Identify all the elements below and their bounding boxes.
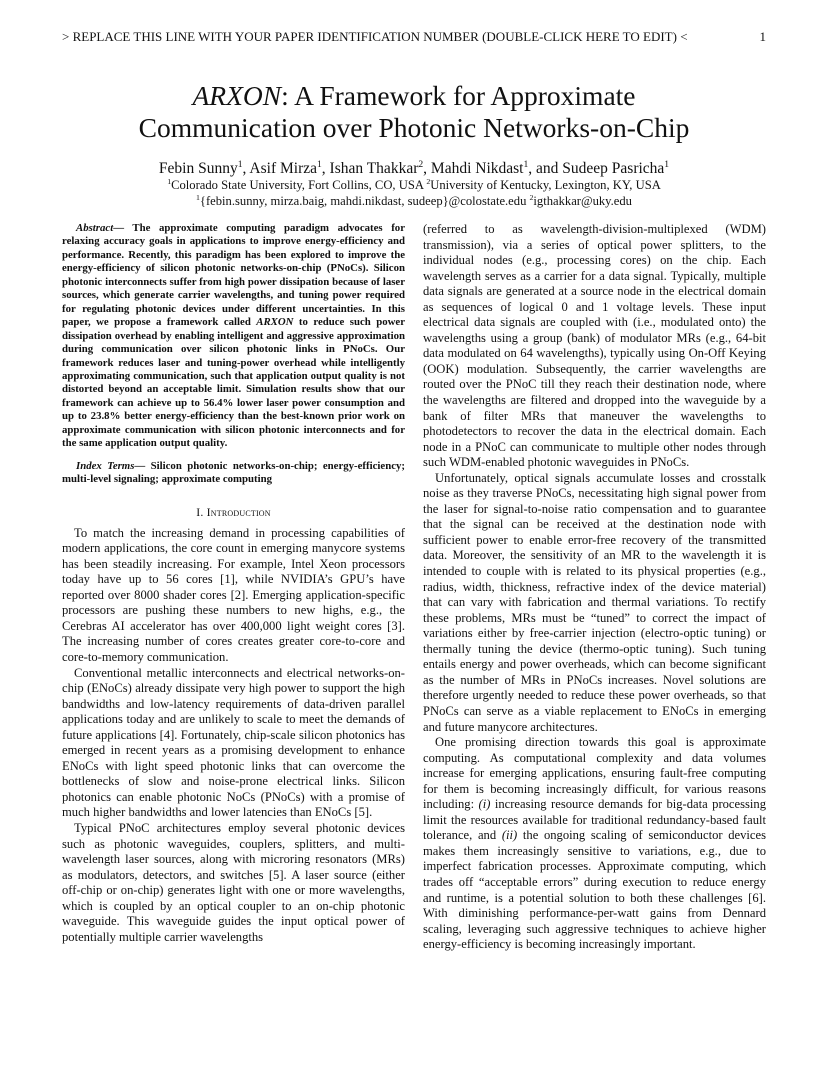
title-line1-rest: : A Framework for Approximate [281, 80, 636, 111]
author-separator: , [242, 160, 250, 177]
body-paragraph: Unfortunately, optical signals accumulate losses and crosstalk noise as they traverse PNoCs, necessitating high signal power from the laser for signal-to-noise ratio compensation and to guarantee that the signal can be received at the destination node with sufficient power to enable error-free recovery of the transmitted data. Moreover, the sensitivity of an MR to the wavelength it is intended to couple with is related to its physical properties (e.g., radius, width, thickness, refractive index of the device material) that can vary with fabrication and thermal variations. To rectify these problems, MRs must be “tuned” to correct the impact of variations either by free-carrier injection (electro-optic tuning) or thermally tuning the device (thermo-optic tuning). Such tuning entails energy and power overheads, which can become significant as the number of MRs in PNoCs increases. Novel solutions are therefore urgently needed to reduce these power overheads, so that PNoCs can serve as a viable replacement to ENoCs in emerging and future manycore architectures. [423, 470, 766, 734]
author-affiliation-mark: 1 [317, 158, 322, 170]
abstract-lead: Abstract [76, 222, 114, 234]
section-numeral: I. [196, 504, 207, 519]
author-affiliation-mark: 1 [523, 158, 529, 170]
running-header [62, 29, 770, 45]
author-name: Mahdi Nikdast [430, 160, 524, 177]
index-terms-dash: — [134, 459, 151, 472]
title-framework-name: ARXON [192, 80, 282, 111]
body-paragraph: Typical PNoC architectures employ several photonic devices such as photonic waveguides, couplers, splitters, and multi-wavelength laser sources, along with microring resonators (MRs) as modulators, detectors, and switches [5]. A laser source (either off-chip or on-chip) generates light with one or more wavelengths, which is coupled by an optical coupler to an on-chip photonic waveguide. This waveguide guides the input optical power of potentially multiple carrier wavelengths [62, 821, 405, 944]
author-separator: , and [528, 160, 563, 177]
abstract-text-continued: to reduce such power dissipation overhead by enabling intelligent and aggressive approximation during communication over silicon photonic links in PNoCs. Our framework reduces laser and tuning-power overhead while intelligently approximating communication, such that application output quality is not distorted beyond an acceptable limit. Simulation results show that our framework can achieve up to 56.4% lower laser power consumption and up to 23.8% better energy-efficiency than the best-known prior work on approximate communication with silicon photonic interconnects and for the same application output quality. [62, 316, 406, 450]
abstract-dash: — [113, 222, 133, 234]
paragraph-text: the ongoing scaling of semiconductor devices makes them increasingly sensitive to variations, e.g., due to imperfect fabrication processes. Approximate computing, which trades off “acceptable errors” during execution to reduce energy and runtime, is a potential solution to both these challenges [6]. With diminishing performance-per-watt gains from Dennard scaling, leveraging such aggressive techniques to achieve higher energy-efficiency is becoming increasingly important. [423, 828, 766, 952]
list-marker: (ii) [501, 828, 518, 843]
author-affiliation-mark: 1 [237, 158, 243, 170]
affiliation-mark: 2 [426, 176, 431, 186]
section-title: Introduction [206, 504, 271, 519]
author-separator: , [423, 160, 431, 177]
author-name: Asif Mirza [249, 160, 317, 177]
index-terms [62, 460, 405, 487]
paragraph-text: One promising direction towards this goal is approximate computing. As computational complexity and data volumes increase for emerging applications, ensuring fault-free computing for them is becoming increasingly difficult, for various reasons including: [423, 735, 766, 812]
affiliations-line [40, 178, 788, 193]
author-list [40, 159, 788, 178]
index-terms-lead: Index Terms [76, 459, 135, 472]
body-paragraph: (referred to as wavelength-division-multiplexed (WDM) transmission), via a series of optical power splitters, to the individual nodes (e.g., processing cores) on the chip. Each wavelength serves as a carrier for a data signal. Typically, multiple data signals are generated at a source node in the electrical domain as sequences of logical 0 and 1 voltage levels. These input electrical data signals are coupled with (i.e., modulated onto) the wavelengths using a group (bank) of modulator MRs (e.g., 64-bit data modulated on 64 wavelengths), typically using On-Off Keying (OOK) modulation. Subsequently, the carrier wavelengths are routed over the PNoC till they reach their destination node, where the wavelengths are filtered and dropped into the waveguide by a bank of filter MRs that maneuver the wavelengths to photodetectors to recover the data in the electrical domain. Each node in a PNoC can communicate to multiple other nodes through such WDM-enabled photonic waveguides in PNoCs. [423, 222, 766, 470]
paper-title [40, 80, 788, 144]
index-terms-text: Silicon photonic networks-on-chip; energy-efficiency; multi-level signaling; approximate computing [62, 459, 405, 486]
affiliation-mark: 2 [529, 192, 534, 202]
abstract [62, 222, 405, 451]
author-separator: , [321, 160, 330, 177]
body-paragraph: Conventional metallic interconnects and electrical networks-on-chip (ENoCs) already dissipate very high power to support the high bandwidths and low-latency requirements of data-driven parallel applications today and are unlikely to scale to meet the demands of future applications [4]. Fortunately, chip-scale silicon photonics has emerged in recent years as a promising development to enhance ENoCs with light speed photonic links that can overcome the bottlenecks of slow and noise-prone electrical links. Silicon photonics can enable photonic NoCs (PNoCs) with a promise of much higher bandwidths and lower latencies than ENoCs [5]. [62, 665, 405, 820]
email-uky: igthakkar@uky.edu [533, 194, 632, 208]
affiliation-csu: Colorado State University, Fort Collins, CO, USA [171, 178, 427, 192]
emails-line [40, 194, 788, 209]
author-name: Sudeep Pasricha [562, 160, 665, 177]
abstract-framework-name: ARXON [256, 316, 294, 329]
left-column [62, 222, 405, 945]
abstract-text: The approximate computing paradigm advocates for relaxing accuracy goals in applications to improve energy-efficiency and performance. Recently, this paradigm has been explored to improve the energy-efficiency of silicon photonic networks-on-chip (PNoCs). Silicon photonic interconnects suffer from high power dissipation because of laser sources, which generate carrier wavelengths, and tuning power required for regulating photonic devices under different uncertainties. In this paper, we propose a framework called [62, 222, 405, 329]
affiliation-mark: 1 [196, 192, 200, 202]
body-paragraph: To match the increasing demand in processing capabilities of modern applications, the core count in emerging manycore systems has been steadily increasing. For example, Intel Xeon processors today have up to 56 cores [1], while NVIDIA’s GPU’s have reported over 8000 shader cores [2]. Emerging application-specific processors are pushing these numbers to new highs, e.g., the Cerebras AI accelerator has over 400,000 light weight cores [3]. The increasing number of cores creates greater core-to-core and core-to-memory communication. [62, 525, 405, 664]
affiliation-mark: 1 [167, 176, 172, 186]
paragraph-text: increasing resource demands for big-data processing limit the resources available for traditional redundancy-based fault tolerance, and [423, 797, 767, 843]
author-name: Ishan Thakkar [329, 160, 419, 177]
page-number: 1 [759, 29, 766, 44]
list-marker: (i) [478, 797, 491, 812]
emails-csu: {febin.sunny, mirza.baig, mahdi.nikdast, sudeep}@colostate.edu [199, 194, 530, 208]
body-paragraph [423, 735, 766, 953]
title-line2: Communication over Photonic Networks-on-Chip [138, 112, 690, 143]
author-affiliation-mark: 1 [664, 158, 670, 170]
author-name: Febin Sunny [158, 160, 238, 177]
paper-identification-line[interactable]: > REPLACE THIS LINE WITH YOUR PAPER IDENTIFICATION NUMBER (DOUBLE-CLICK HERE TO EDIT) < [62, 29, 688, 44]
affiliation-uky: University of Kentucky, Lexington, KY, USA [430, 178, 661, 192]
right-column [423, 222, 766, 953]
section-heading-introduction [62, 505, 405, 519]
author-affiliation-mark: 2 [418, 158, 424, 170]
